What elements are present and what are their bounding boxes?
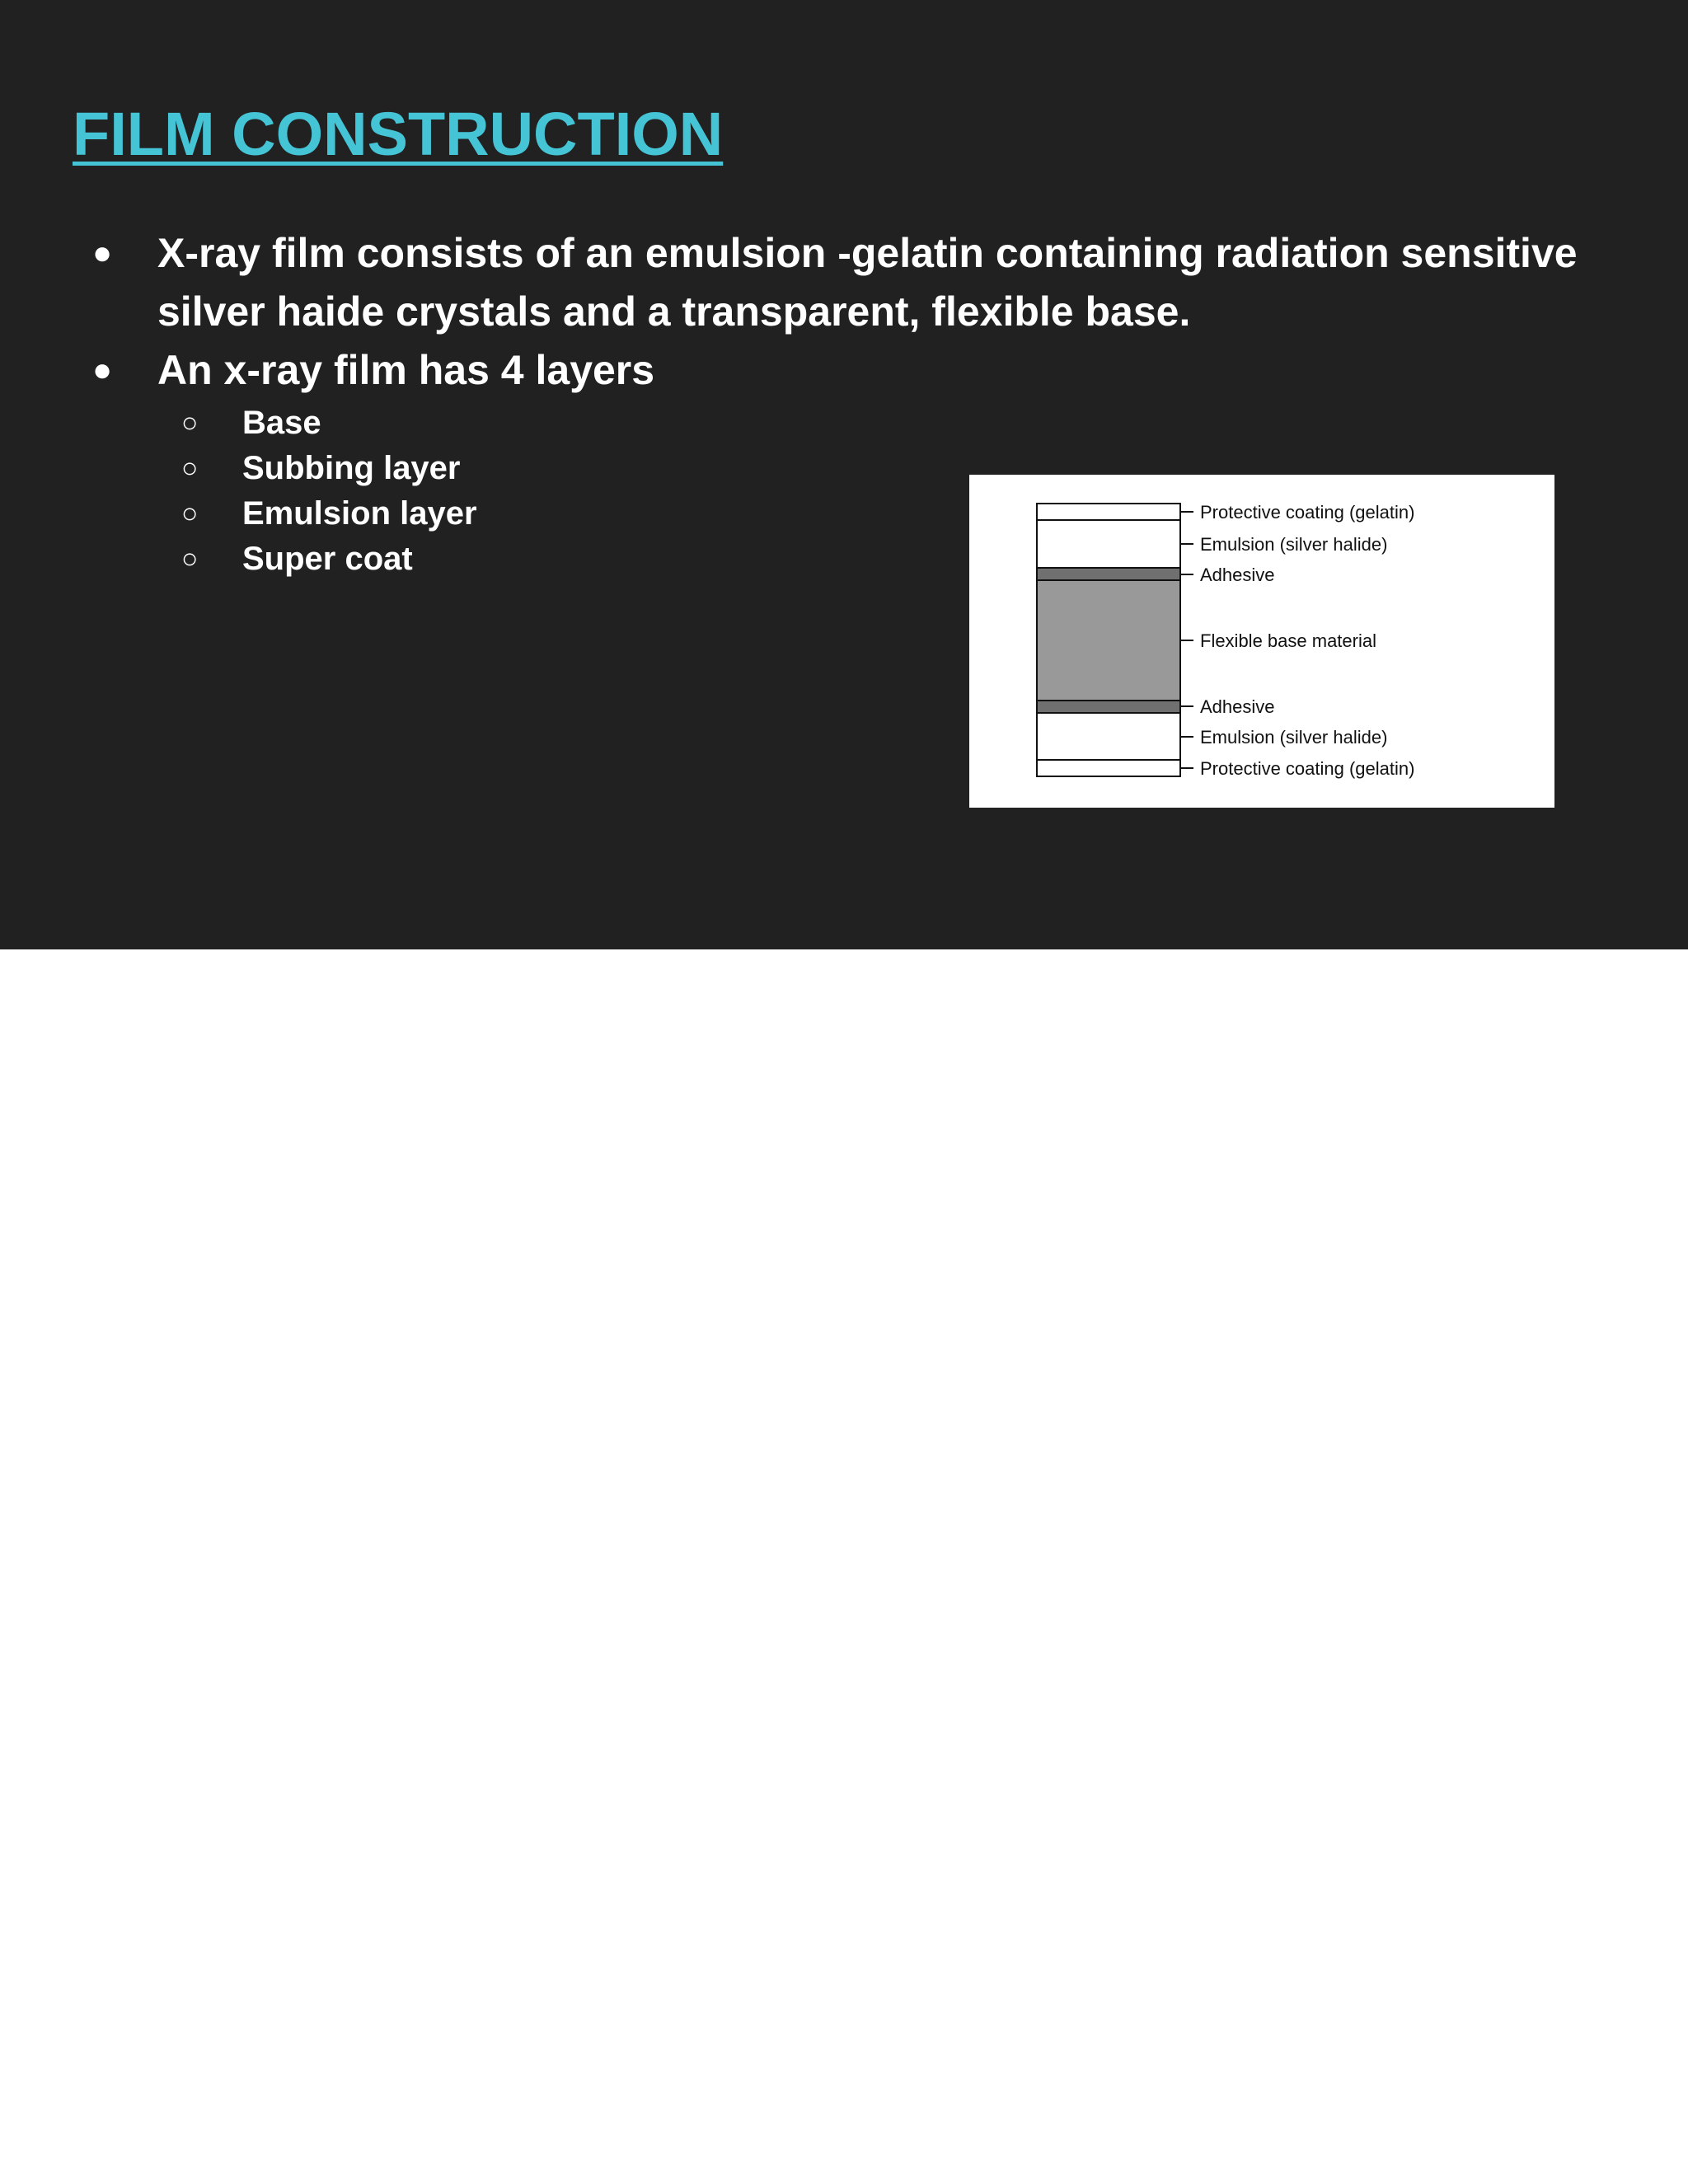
sub-bullet-circle-icon: ○ xyxy=(181,452,199,484)
diagram-label: Flexible base material xyxy=(1200,630,1376,651)
sub-bullet-circle-icon: ○ xyxy=(181,498,199,529)
sub-bullet-circle-icon: ○ xyxy=(181,407,199,438)
diagram-label: Adhesive xyxy=(1200,565,1275,585)
diagram-label: Adhesive xyxy=(1200,696,1275,717)
adhesive-top-layer xyxy=(1037,568,1180,580)
bullet-dot-icon: ● xyxy=(92,235,113,271)
bullet-text: X-ray film consists of an emulsion -gelatin containing radiation sensitive silver haide crystals and a transparent, flexible base. xyxy=(157,230,1578,335)
diagram-label: Emulsion (silver halide) xyxy=(1200,727,1388,748)
slide-title: FILM CONSTRUCTION xyxy=(73,100,724,168)
sub-bullet-text: Super coat xyxy=(242,541,413,577)
emulsion-bottom-layer xyxy=(1037,713,1180,760)
film-layers-diagram xyxy=(969,475,1554,808)
bullet-text: An x-ray film has 4 layers xyxy=(157,347,655,393)
emulsion-top-layer xyxy=(1037,520,1180,568)
bullet-dot-icon: ● xyxy=(92,352,113,388)
diagram-label: Emulsion (silver halide) xyxy=(1200,534,1388,555)
sub-bullet-circle-icon: ○ xyxy=(181,543,199,574)
sub-bullet-text: Base xyxy=(242,405,321,441)
protective-coating-top-layer xyxy=(1037,504,1180,520)
protective-coating-bottom-layer xyxy=(1037,760,1180,776)
flexible-base-layer xyxy=(1037,580,1180,701)
diagram-label: Protective coating (gelatin) xyxy=(1200,758,1415,779)
adhesive-bottom-layer xyxy=(1037,701,1180,713)
sub-bullet-text: Subbing layer xyxy=(242,450,461,486)
sub-bullet-text: Emulsion layer xyxy=(242,495,477,532)
diagram-label: Protective coating (gelatin) xyxy=(1200,502,1415,523)
slide xyxy=(0,0,1688,949)
